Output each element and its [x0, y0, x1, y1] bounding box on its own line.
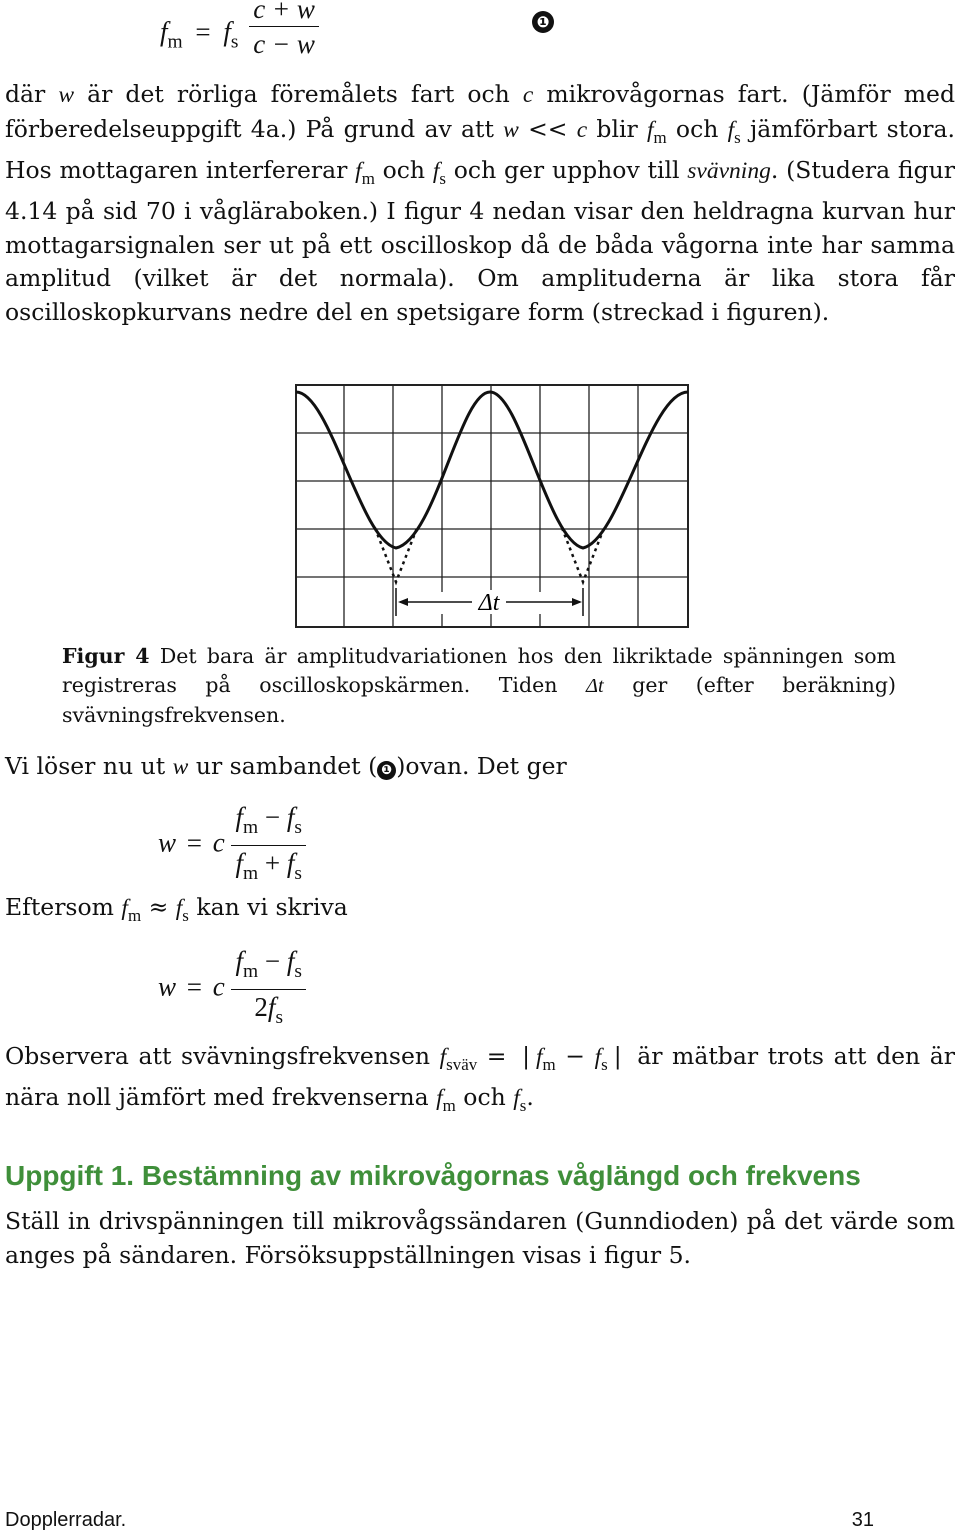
- formula-2: w = c $\frac{f_m - f_s}{f_m + f_s}$: [158, 800, 306, 891]
- formula-3: w = c $\frac{f_m - f_s}{2f_s}$: [158, 944, 306, 1035]
- section-heading: Uppgift 1. Bestämning av mikrovågornas våglängd och frekvens: [5, 1160, 861, 1191]
- paragraph-solve: Vi löser nu ut w ur sambandet ( ❶ )ovan. Det ger: [5, 752, 567, 780]
- fraction: $\frac{c + w}{c - w}$: [249, 0, 319, 61]
- solid-curve: [296, 392, 688, 548]
- equation-marker: ❶: [532, 11, 554, 33]
- page-number: 31: [851, 1509, 874, 1531]
- paragraph-observe: Observera att svävningsfrekvensen $f_{sväv}$ = | $f_m - f_s$ | är mätbar trots att den är nära noll jämfört med frekvenserna $f_m$ och $f_s$.: [5, 1042, 955, 1116]
- paragraph-approx: Eftersom $f_m \approx f_s$ kan vi skriva: [5, 893, 348, 925]
- footer-title: Dopplerradar.: [5, 1509, 127, 1531]
- paragraph-intro: där w är det rörliga föremålets fart och c mikrovågornas fart. (Jämför med förberedelseuppgift 4a.) På grund av att w << c blir $f_m$ och $f_s$ jämförbart stora. Hos mottagaren interfererar $f_m$ och $f_s$ och ger upphov till svävning. (Studera figur 4.14 på sid 70 i vågläraboken.) I figur 4 nedan visar den heldragna kurvan hur mottagarsignalen ser ut på ett oscilloskop då de båda vågorna inte har samma amplitud (vilket är det normala). Om amplituderna är lika stora får oscilloskopkurvans nedre del en spetsigare form (streckad i figuren).: [5, 80, 956, 326]
- oscilloscope-figure: [290, 380, 700, 630]
- formula-1: $f_m = f_s$ $\frac{c + w}{c - w}$: [160, 0, 319, 69]
- delta-t-label: Δt: [478, 590, 500, 616]
- section-body: Ställ in drivspänningen till mikrovågssändaren (Gunndioden) på det värde som anges på sändaren. Försöksuppställningen visas i figur 5.: [5, 1207, 955, 1269]
- figure-caption: Figur 4 Det bara är amplitudvariationen hos den likriktade spänningen som registreras på oscilloskopskärmen. Tiden Δt ger (efter beräkning) svävningsfrekvensen.: [62, 644, 896, 727]
